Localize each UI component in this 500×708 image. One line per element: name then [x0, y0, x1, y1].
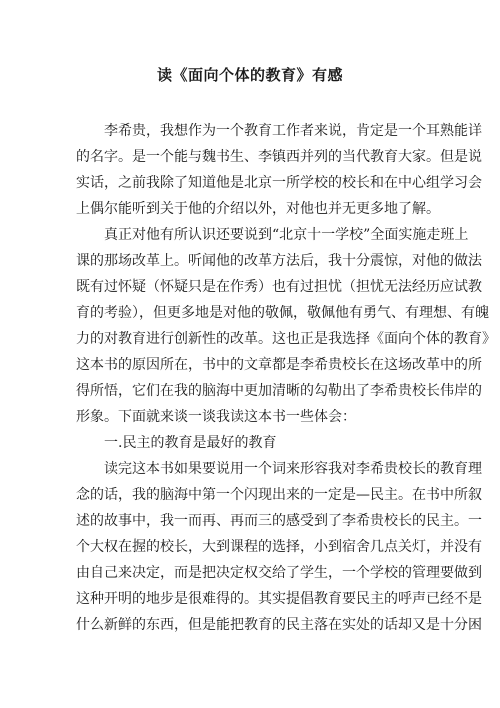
text-line: 个大权在握的校长，大到课程的选择，小到宿舍几点关灯，并没有 [76, 539, 482, 555]
text-line: 课的那场改革上。听闻他的改革方法后，我十分震惊，对他的做法 [76, 253, 482, 269]
section-heading [76, 430, 428, 456]
text-line: 真正对他有所认识还要说到“北京十一学校”全面实施走班上 [104, 227, 469, 243]
paragraph [76, 222, 496, 430]
text-line: 什么新鲜的东西，但是能把教育的民主落在实处的话却又是十分困 [76, 617, 482, 633]
text-line: 念的话，我的脑海中第一个闪现出来的一定是—民主。在书中所叙 [76, 487, 482, 503]
document-body [76, 118, 496, 638]
text-line: 述的故事中，我一而再、再而三的感受到了李希贵校长的民主。一 [76, 513, 482, 529]
text-line: 读完这本书如果要说用一个词来形容我对李希贵校长的教育理 [104, 461, 482, 477]
text-line: 一.民主的教育是最好的教育 [104, 435, 277, 451]
text-line: 既有过怀疑（怀疑只是在作秀）也有过担忧（担忧无法经历应试教 [76, 279, 482, 295]
text-line: 由自己来决定，而是把决定权交给了学生，一个学校的管理要做到 [76, 565, 482, 581]
text-line: 这本书的原因所在，书中的文章都是李希贵校长在这场改革中的所 [76, 357, 482, 373]
text-line: 育的考验），但更多地是对他的敬佩，敬佩他有勇气、有理想、有魄 [76, 305, 489, 321]
document-title: 读《面向个体的教育》有感 [156, 66, 343, 84]
text-line: 上偶尔能听到关于他的介绍以外，对他也并无更多地了解。 [76, 201, 440, 217]
paragraph [76, 118, 482, 222]
text-line: 力的对教育进行创新性的改革。这也正是我选择《面向个体的教育》 [76, 331, 496, 347]
text-line: 的名字。是一个能与魏书生、李镇西并列的当代教育大家。但是说 [76, 149, 482, 165]
paragraph [76, 456, 482, 638]
text-line: 形象。下面就来谈一谈我读这本书一些体会： [76, 409, 356, 425]
text-line: 得所悟，它们在我的脑海中更加清晰的勾勒出了李希贵校长伟岸的 [76, 383, 482, 399]
text-line: 实话，之前我除了知道他是北京一所学校的校长和在中心组学习会 [76, 175, 482, 191]
text-line: 李希贵，我想作为一个教育工作者来说，肯定是一个耳熟能详 [104, 123, 482, 139]
text-line: 这种开明的地步是很难得的。其实提倡教育要民主的呼声已经不是 [76, 591, 482, 607]
